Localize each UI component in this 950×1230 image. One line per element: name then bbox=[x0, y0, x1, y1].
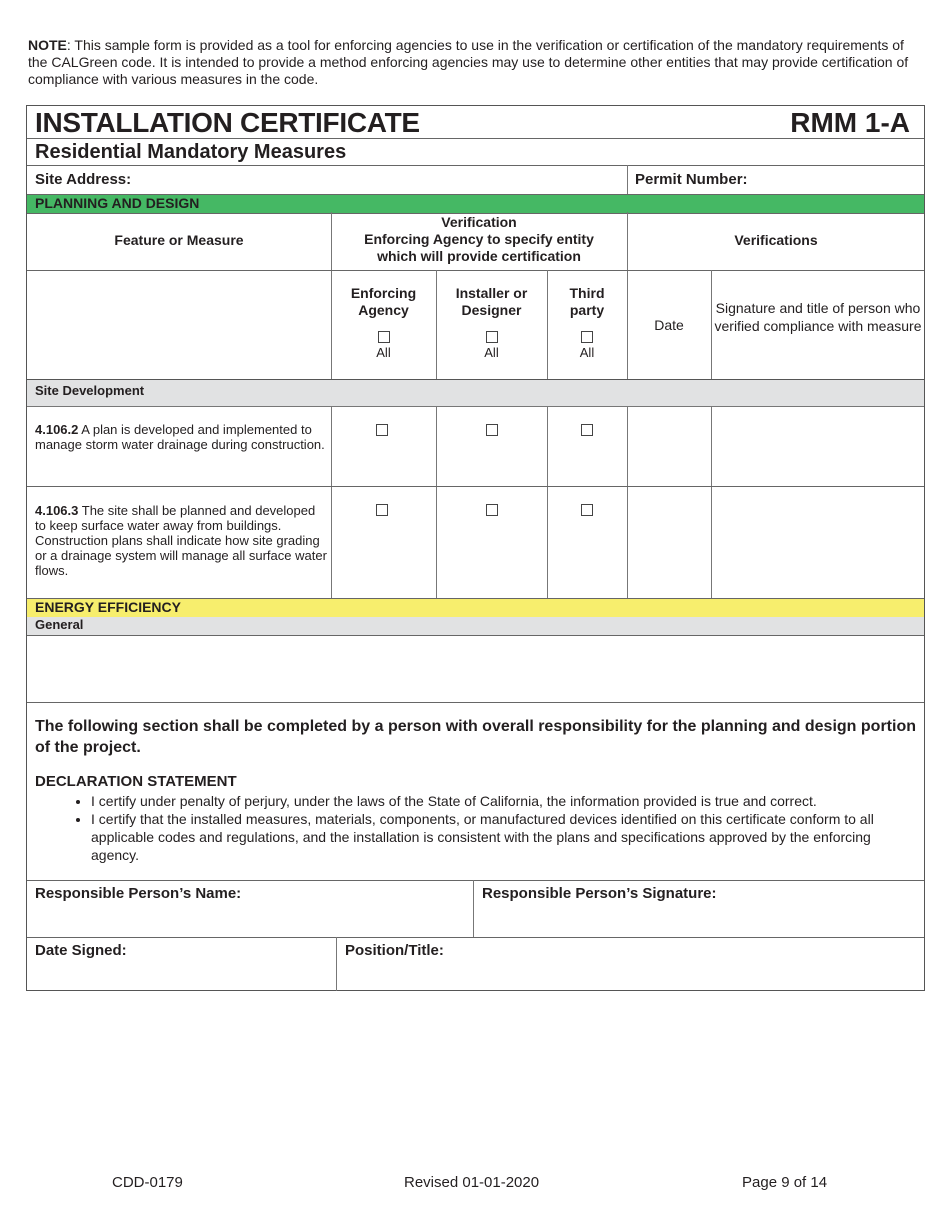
site-development-label: Site Development bbox=[35, 383, 145, 398]
checkbox-4-106-3-enforcing[interactable] bbox=[376, 504, 388, 516]
checkbox-all-enforcing[interactable] bbox=[378, 331, 390, 343]
checkbox-4-106-3-third-party[interactable] bbox=[581, 504, 593, 516]
footer-page-number: Page 9 of 14 bbox=[742, 1174, 828, 1191]
certificate-form bbox=[26, 105, 925, 991]
footer-revised: Revised 01-01-2020 bbox=[404, 1174, 540, 1191]
footer-form-number: CDD-0179 bbox=[112, 1174, 183, 1191]
energy-efficiency-label: ENERGY EFFICIENCY bbox=[35, 599, 181, 615]
site-development-band bbox=[27, 379, 924, 407]
responsible-name-field[interactable]: Responsible Person’s Name: bbox=[35, 885, 242, 902]
general-band bbox=[27, 617, 924, 636]
site-address-field[interactable]: Site Address: bbox=[35, 171, 132, 188]
checkbox-4-106-3-installer[interactable] bbox=[486, 504, 498, 516]
note-body: : This sample form is provided as a tool for enforcing agencies to use in the verification or certification of the mandatory requirements of the CALGreen code. It is intended to provide a method enforcing agencies may use to determine other entities that may provide certification of compliance with various measures in the code. bbox=[28, 37, 909, 87]
note-text bbox=[28, 37, 918, 88]
planning-design-label: PLANNING AND DESIGN bbox=[35, 195, 200, 211]
checkbox-all-installer[interactable] bbox=[486, 331, 498, 343]
note-label: NOTE bbox=[28, 37, 67, 53]
measure-4-106-3: 4.106.3 The site shall be planned and developed to keep surface water away from buildings. Construction plans shall indicate how site grading or a drainage system will manage all surface water flows. bbox=[35, 503, 327, 578]
col-installer: Installer or Designer All bbox=[455, 285, 528, 360]
declaration-item: • I certify that the installed measures, materials, components, or manufactured devices identified on this certificate conform to all applicable codes and regulations, and the installation is consistent with the plans and specifications approved by the enforcing agency. bbox=[91, 810, 917, 864]
energy-efficiency-band bbox=[27, 598, 924, 619]
checkbox-4-106-2-installer[interactable] bbox=[486, 424, 498, 436]
col-enforcing-agency: Enforcing Agency All bbox=[350, 285, 417, 360]
general-label: General bbox=[35, 617, 84, 632]
checkbox-4-106-2-third-party[interactable] bbox=[581, 424, 593, 436]
col-feature: Feature or Measure bbox=[114, 232, 244, 248]
permit-number-field[interactable]: Permit Number: bbox=[635, 171, 748, 188]
checkbox-4-106-2-enforcing[interactable] bbox=[376, 424, 388, 436]
col-third-party: Third party All bbox=[569, 285, 605, 360]
declaration-intro: The following section shall be completed by a person with overall responsibility for the planning and design portion of the project. bbox=[35, 718, 916, 756]
declaration-item: • I certify under penalty of perjury, under the laws of the State of California, the information provided is true and correct. bbox=[91, 792, 917, 810]
form-code: RMM 1-A bbox=[790, 107, 910, 138]
planning-design-band bbox=[27, 194, 924, 214]
declaration-list bbox=[27, 792, 917, 864]
position-title-field[interactable]: Position/Title: bbox=[345, 942, 444, 959]
form-subtitle: Residential Mandatory Measures bbox=[35, 141, 347, 163]
col-signature: Signature and title of person who verified compliance with measure bbox=[714, 300, 922, 334]
measure-4-106-2: 4.106.2 A plan is developed and implemented to manage storm water drainage during construction. bbox=[35, 422, 325, 452]
col-verification: Verification Enforcing Agency to specify entity which will provide certification bbox=[364, 214, 594, 264]
col-date: Date bbox=[654, 317, 684, 333]
form-title: INSTALLATION CERTIFICATE bbox=[35, 107, 420, 138]
declaration-heading: DECLARATION STATEMENT bbox=[35, 773, 237, 790]
date-signed-field[interactable]: Date Signed: bbox=[35, 942, 127, 959]
col-verifications: Verifications bbox=[734, 232, 818, 248]
responsible-signature-field[interactable]: Responsible Person’s Signature: bbox=[482, 885, 717, 902]
checkbox-all-third-party[interactable] bbox=[581, 331, 593, 343]
